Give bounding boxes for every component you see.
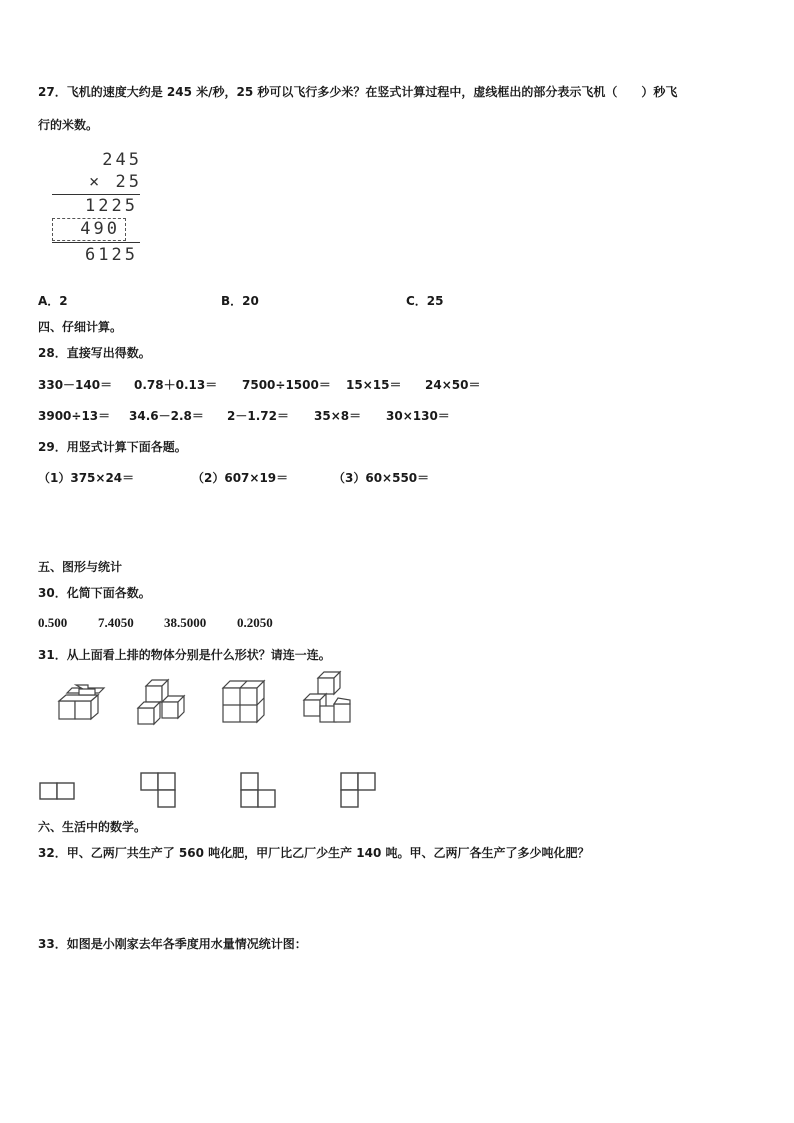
q30-number: 0.500 (38, 615, 68, 630)
q28-item: 3900÷13＝ (38, 409, 111, 423)
cube-object-1[interactable] (52, 685, 112, 725)
q29-item: （1）375×24＝ (38, 471, 135, 485)
q29-item: （3）60×550＝ (333, 471, 430, 485)
q28-item: 30×130＝ (386, 409, 450, 423)
cube-group (59, 685, 104, 719)
q28-item: 24×50＝ (425, 378, 481, 392)
q28-item: 34.6－2.8＝ (129, 409, 204, 423)
q27-text-line2: 行的米数。 (38, 118, 99, 132)
q28-item: 15×15＝ (346, 378, 402, 392)
top-view-1[interactable] (38, 780, 78, 804)
vertical-multiplication (50, 150, 150, 270)
calc-result: 6125 (85, 245, 138, 265)
calc-line-1 (52, 194, 140, 195)
calc-multiplicand: 245 (102, 150, 142, 170)
q30-number: 0.2050 (237, 615, 273, 630)
top-view-3[interactable] (238, 770, 278, 810)
calc-partial-2: 490 (80, 219, 120, 239)
q32-title: 32．甲、乙两厂共生产了 560 吨化肥，甲厂比乙厂少生产 140 吨。甲、乙两厂各生产了多少吨化肥？ (38, 846, 590, 860)
cube-object-4[interactable] (298, 668, 358, 726)
q28-title: 28．直接写出得数。 (38, 346, 151, 360)
q28-item: 35×8＝ (314, 409, 362, 423)
cube-object-3[interactable] (218, 678, 278, 726)
calc-multiplier: × 25 (89, 172, 142, 192)
q28-item: 2－1.72＝ (227, 409, 289, 423)
section-6-title: 六、生活中的数学。 (38, 820, 147, 834)
q31-title: 31．从上面看上排的物体分别是什么形状？请连一连。 (38, 648, 331, 662)
section-5-title: 五、图形与统计 (38, 560, 123, 574)
q29-item: （2）607×19＝ (192, 471, 289, 485)
section-4-title: 四、仔细计算。 (38, 320, 123, 334)
q30-title: 30．化简下面各数。 (38, 586, 151, 600)
q30-number: 7.4050 (98, 615, 134, 630)
q28-item: 330－140＝ (38, 378, 113, 392)
q28-item: 0.78＋0.13＝ (134, 378, 218, 392)
q27-option-b[interactable]: B．20 (221, 294, 259, 308)
q30-number: 38.5000 (164, 615, 207, 630)
q29-title: 29．用竖式计算下面各题。 (38, 440, 187, 454)
calc-line-2 (52, 242, 140, 243)
top-view-2[interactable] (138, 770, 178, 810)
cube-object-2[interactable] (134, 676, 194, 728)
calc-partial-1: 1225 (85, 196, 138, 216)
q33-title: 33．如图是小刚家去年各季度用水量情况统计图： (38, 937, 307, 951)
q28-item: 7500÷1500＝ (242, 378, 331, 392)
q27-text-line1: 27．飞机的速度大约是 245 米/秒，25 秒可以飞行多少米？在竖式计算过程中，虚线框出的部分表示飞机（ ）秒飞 (38, 85, 678, 99)
q27-option-c[interactable]: C．25 (406, 294, 444, 308)
q27-option-a[interactable]: A．2 (38, 294, 68, 308)
top-view-4[interactable] (338, 770, 380, 810)
